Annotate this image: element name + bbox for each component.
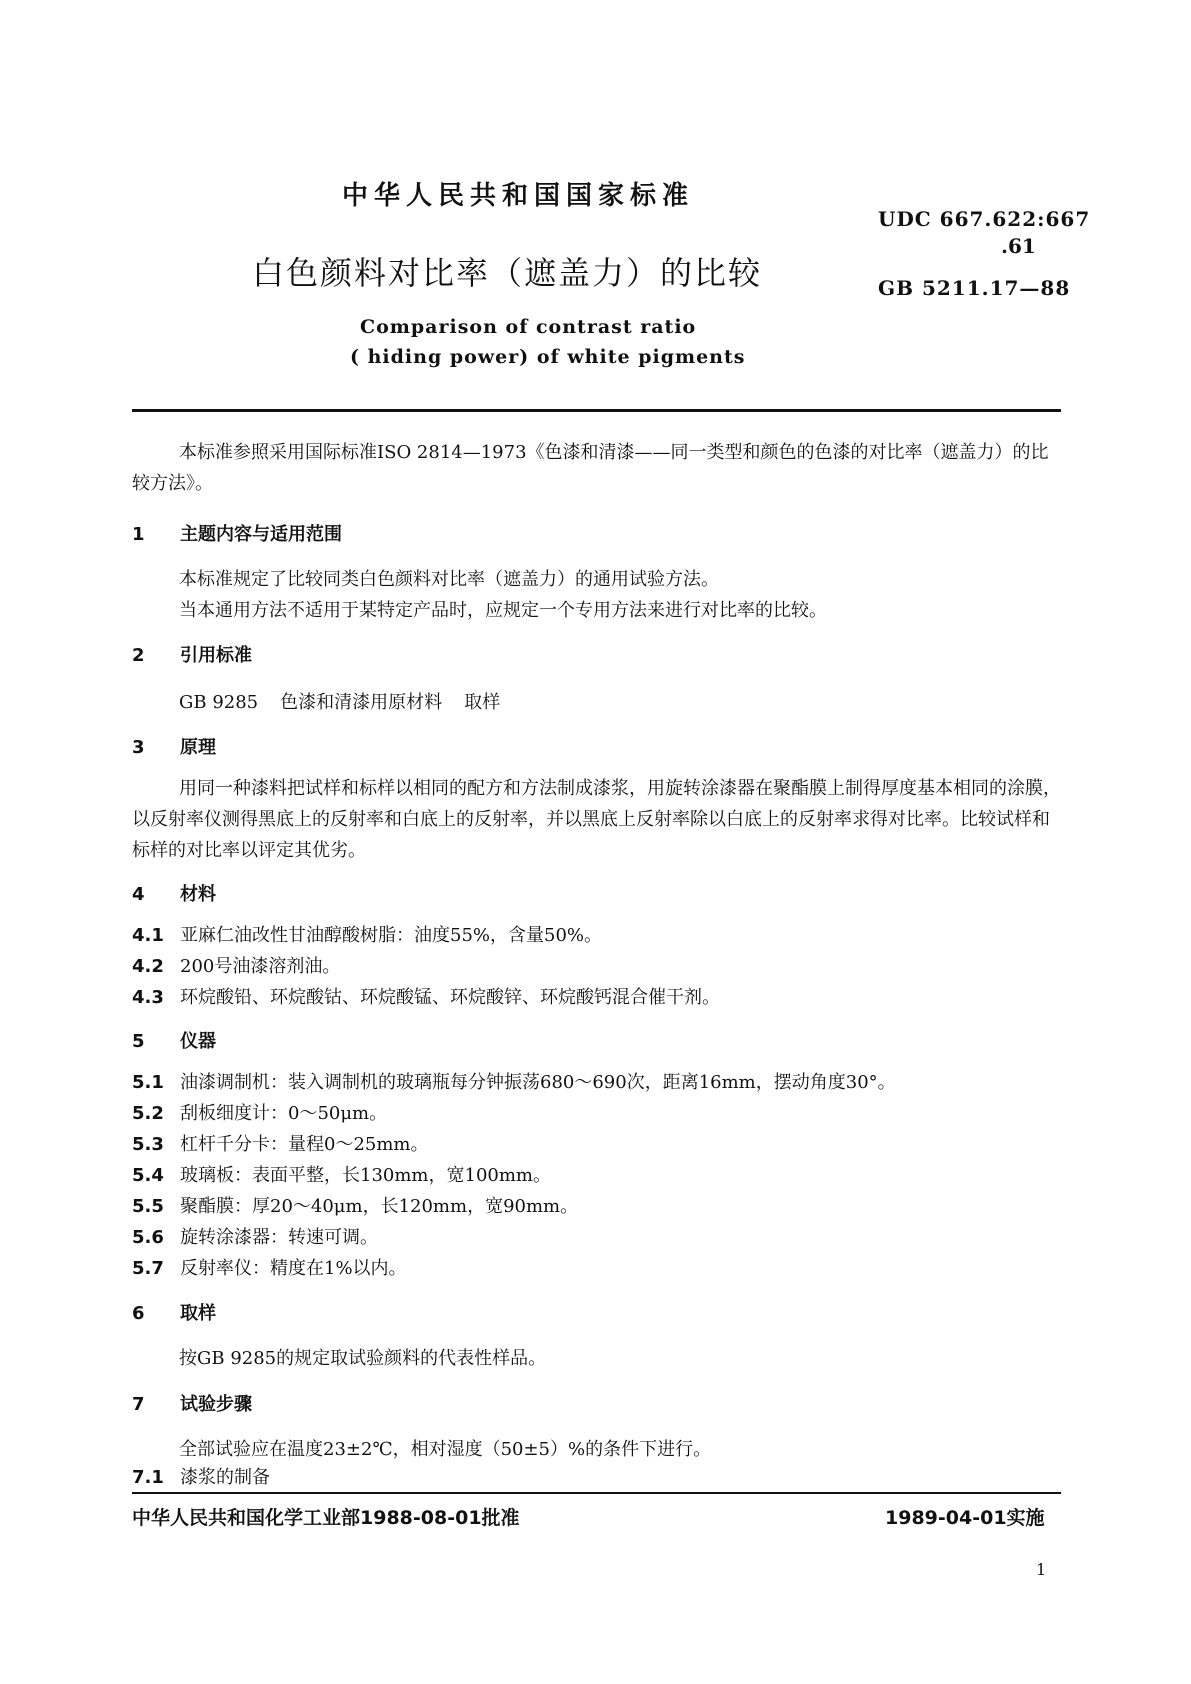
normative-reference: [179, 688, 500, 714]
footer-divider: [132, 1492, 1061, 1494]
list-item: 4.1 亚麻仁油改性甘油醇酸树脂：油度55%，含量50%。: [132, 925, 603, 946]
list-item: 5.6 旋转涂漆器：转速可调。: [132, 1227, 378, 1248]
list-item: 4.2 200号油漆溶剂油。: [132, 956, 341, 977]
udc-code: UDC 667.622:667: [878, 207, 1091, 231]
list-item: 5.2 刮板细度计：0～50μm。: [132, 1103, 388, 1124]
list-item: 4.3 环烷酸铅、环烷酸钴、环烷酸锰、环烷酸锌、环烷酸钙混合催干剂。: [132, 987, 720, 1008]
section-number: 1: [132, 524, 145, 545]
section-7-paragraph: 全部试验应在温度23±2℃，相对湿度（50±5）%的条件下进行。: [179, 1439, 712, 1460]
list-item: 5.1 油漆调制机：装入调制机的玻璃瓶每分钟振荡680～690次，距离16mm，摆动角度30°。: [132, 1072, 896, 1093]
intro-paragraph: 本标准参照采用国际标准ISO 2814—1973《色漆和清漆——同一类型和颜色的色漆的对比率（遮盖力）的比较方法》。: [132, 442, 1049, 494]
document-title-chinese: 白色颜料对比率（遮盖力）的比较: [252, 254, 763, 292]
effective-date: 1989-04-01实施: [885, 1507, 1045, 1529]
section-number: 3: [132, 737, 145, 758]
document-title-english-line2: ( hiding power) of white pigments: [350, 346, 746, 368]
approval-statement: 中华人民共和国化学工业部1988-08-01批准: [132, 1507, 520, 1529]
header-divider: [132, 409, 1061, 412]
issuer-heading: 中华人民共和国国家标准: [342, 181, 695, 211]
section-2-heading: [132, 641, 252, 667]
list-item: 5.5 聚酯膜：厚20～40μm，长120mm，宽90mm。: [132, 1196, 579, 1217]
section-3-paragraph: 用同一种漆料把试样和标样以相同的配方和方法制成漆浆，用旋转涂漆器在聚酯膜上制得厚度基本相同的涂膜，以反射率仪测得黑底上的反射率和白底上的反射率，并以黑底上反射率除以白底上的反射率求得对比率。比较试样和标样的对比率以评定其优劣。: [132, 778, 1061, 861]
section-title: 引用标准: [180, 645, 252, 666]
list-item: 5.3 杠杆千分卡：量程0～25mm。: [132, 1134, 429, 1155]
section-title: 原理: [180, 737, 216, 758]
reference-title: 色漆和清漆用原材料: [280, 692, 443, 713]
section-7-heading: [132, 1390, 252, 1416]
section-number: 2: [132, 645, 145, 666]
section-title: 主题内容与适用范围: [180, 524, 342, 545]
document-title-english-line1: Comparison of contrast ratio: [360, 316, 697, 338]
section-title: 材料: [180, 884, 216, 905]
section-1-paragraph-2: 当本通用方法不适用于某特定产品时，应规定一个专用方法来进行对比率的比较。: [179, 600, 827, 621]
subsection-7-1-heading: 7.1 漆浆的制备: [132, 1467, 270, 1488]
section-5-heading: [132, 1027, 216, 1053]
section-title: 仪器: [180, 1031, 216, 1052]
standard-number: GB 5211.17—88: [878, 276, 1071, 300]
reference-code: GB 9285: [179, 692, 259, 713]
section-number: 5: [132, 1031, 145, 1052]
section-6-heading: [132, 1299, 216, 1325]
reference-suffix: 取样: [464, 692, 501, 713]
section-1-heading: [132, 520, 342, 546]
section-number: 6: [132, 1303, 145, 1324]
section-title: 试验步骤: [180, 1394, 252, 1415]
list-item: 5.4 玻璃板：表面平整，长130mm，宽100mm。: [132, 1165, 551, 1186]
section-title: 取样: [180, 1303, 216, 1324]
section-6-paragraph: 按GB 9285的规定取试验颜料的代表性样品。: [179, 1348, 547, 1369]
section-number: 4: [132, 884, 145, 905]
section-1-paragraph-1: 本标准规定了比较同类白色颜料对比率（遮盖力）的通用试验方法。: [179, 569, 719, 590]
section-number: 7: [132, 1394, 145, 1415]
udc-code-continuation: .61: [1001, 234, 1036, 258]
page-number: 1: [1036, 1560, 1047, 1579]
section-3-heading: [132, 733, 216, 759]
list-item: 5.7 反射率仪：精度在1%以内。: [132, 1258, 407, 1279]
section-4-heading: [132, 880, 216, 906]
